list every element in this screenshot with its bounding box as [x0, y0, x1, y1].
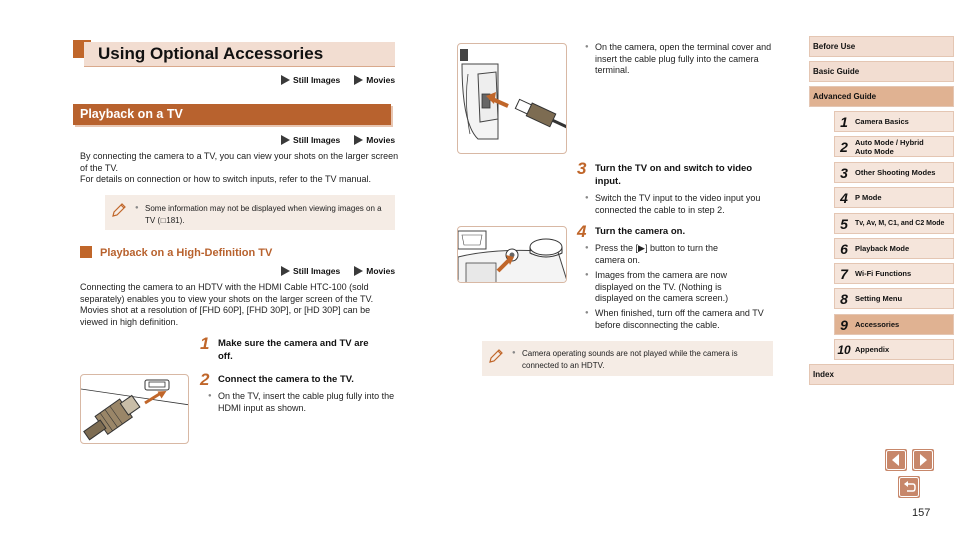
section-heading: Playback on a TV: [73, 104, 391, 125]
mode-indicators: [281, 135, 395, 145]
play-triangle-icon: [281, 135, 290, 145]
arrow-left-icon: [885, 449, 907, 471]
intro-line: By connecting the camera to a TV, you can view your shots on the larger screen of the TV.: [80, 151, 399, 173]
chapter-number: 9: [840, 316, 848, 333]
step-text: Connect the camera to the TV.: [218, 374, 354, 385]
hd-paragraph: Connecting the camera to an HDTV with the HDMI Cable HTC-100 (sold separately) enables you to view your shots on the larger screen of the TV. Movies shot at a resolution of [FHD 60P], [FHD 30P], or [HD 30P] can be viewed in high definition.: [80, 282, 374, 327]
nav-index[interactable]: Index: [809, 364, 954, 385]
page-number: 157: [912, 507, 931, 519]
nav-chapter-8[interactable]: [834, 288, 954, 309]
chapter-label: Setting Menu: [855, 294, 903, 303]
chapter-number: 7: [840, 265, 848, 282]
step-number: 1: [200, 334, 210, 353]
chapter-label: Auto Mode / Hybrid Auto Mode: [855, 137, 924, 156]
step-text: Turn the camera on.: [595, 226, 686, 237]
intro-line: For details on connection or how to switch inputs, refer to the TV manual.: [80, 174, 371, 184]
step-number: 2: [200, 370, 210, 389]
camera-bullet: ● On the camera, open the terminal cover and insert the cable plug fully into the camera terminal.: [595, 42, 773, 77]
step-number: 3: [577, 159, 587, 178]
previous-page-button[interactable]: [885, 449, 907, 471]
nav-chapter-5[interactable]: [834, 213, 954, 234]
chapter-label: Camera Basics: [855, 117, 909, 126]
nav-chapter-10[interactable]: [834, 339, 954, 360]
play-triangle-icon: [281, 266, 290, 276]
still-images-label: Still Images: [293, 135, 341, 145]
nav-chapter-3[interactable]: [834, 162, 954, 183]
movies-label: Movies: [366, 266, 396, 276]
chapter-label: P Mode: [855, 193, 882, 202]
step-number: 4: [577, 222, 587, 241]
nav-chapter-2[interactable]: [834, 136, 954, 157]
intro-paragraph: [80, 151, 400, 186]
step-text: Turn the TV on and switch to video input.: [595, 163, 753, 187]
nav-before-use[interactable]: Before Use: [809, 36, 954, 57]
note-box: [105, 195, 395, 230]
chapter-number: 2: [840, 138, 848, 155]
play-triangle-icon: [354, 266, 363, 276]
camera-power-illustration: [457, 226, 567, 283]
arrow-right-icon: [912, 449, 934, 471]
step-bullet: ● Switch the TV input to the video input you connected the cable to in step 2.: [595, 193, 780, 216]
chapter-label: Appendix: [855, 345, 890, 354]
still-images-label: Still Images: [293, 75, 341, 85]
chapter-number: 8: [840, 290, 848, 307]
hdmi-tv-illustration: [80, 374, 189, 444]
chapter-number: 3: [840, 164, 848, 181]
step-bullet: ● When finished, turn off the camera and TV before disconnecting the cable.: [595, 308, 773, 331]
chapter-label: Tv, Av, M, C1, and C2 Mode: [855, 220, 945, 227]
note-text: ● Camera operating sounds are not played while the camera is connected to an HDTV.: [522, 348, 762, 371]
return-button[interactable]: [898, 476, 920, 498]
nav-basic-guide[interactable]: Basic Guide: [809, 61, 954, 82]
chapter-number: 10: [837, 342, 851, 357]
chapter-label: Other Shooting Modes: [855, 168, 936, 177]
pencil-icon: [110, 201, 128, 219]
page-title: Using Optional Accessories: [98, 44, 324, 63]
step-bullet: ● Images from the camera are now displayed on the TV. (Nothing is displayed on the camera screen.): [595, 270, 750, 305]
chapter-label: Accessories: [855, 320, 900, 329]
note-text: ● Some information may not be displayed when viewing images on a TV ( □ 181).: [145, 203, 390, 227]
chapter-number: 6: [840, 240, 848, 257]
chapter-number: 1: [840, 113, 848, 130]
step-bullet: ● On the TV, insert the cable plug fully into the HDMI input as shown.: [218, 391, 398, 414]
chapter-number: 4: [840, 189, 848, 206]
nav-chapter-7[interactable]: [834, 263, 954, 284]
nav-chapter-6[interactable]: [834, 238, 954, 259]
chapter-number: 5: [840, 215, 848, 232]
camera-terminal-illustration: [457, 43, 567, 154]
chapter-label: Playback Mode: [855, 244, 910, 253]
step-bullet: ● Press the [▶] button to turn the camera on.: [595, 243, 745, 266]
play-triangle-icon: [281, 75, 290, 85]
play-triangle-icon: [354, 135, 363, 145]
note-box: [482, 341, 773, 376]
still-images-label: Still Images: [293, 266, 341, 276]
mode-indicators: [281, 75, 395, 85]
subsection-marker: [80, 246, 92, 258]
movies-label: Movies: [366, 135, 396, 145]
mode-indicators: [281, 266, 395, 276]
pencil-icon: [487, 347, 505, 365]
nav-chapter-9[interactable]: [834, 314, 954, 335]
play-triangle-icon: [354, 75, 363, 85]
next-page-button[interactable]: [912, 449, 934, 471]
nav-chapter-4[interactable]: [834, 187, 954, 208]
chapter-label: Wi-Fi Functions: [855, 269, 912, 278]
movies-label: Movies: [366, 75, 396, 85]
return-icon: [898, 476, 920, 498]
nav-advanced-guide[interactable]: Advanced Guide: [809, 86, 954, 107]
nav-chapter-1[interactable]: [834, 111, 954, 132]
subsection-title: Playback on a High-Definition TV: [100, 247, 273, 259]
step-text: Make sure the camera and TV are off.: [218, 338, 369, 362]
